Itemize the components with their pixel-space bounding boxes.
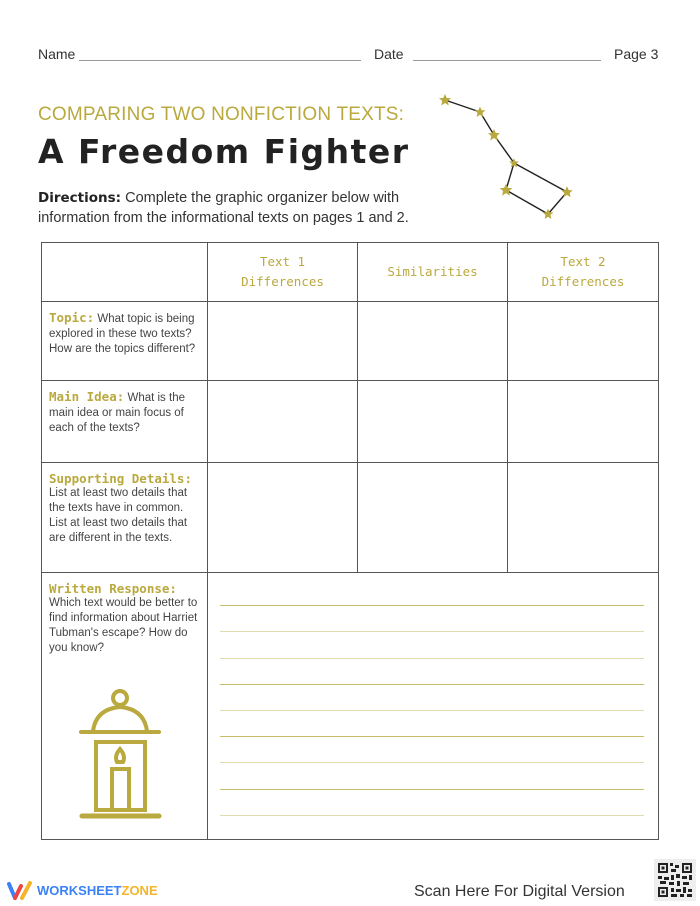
table-row-topic: [42, 302, 659, 381]
corner-cell: [42, 243, 208, 302]
answer-cell[interactable]: [358, 463, 508, 573]
writing-line[interactable]: [220, 815, 644, 816]
answer-cell[interactable]: [208, 463, 358, 573]
writing-line[interactable]: [220, 710, 644, 711]
table-row-main-idea: [42, 381, 659, 463]
writing-line[interactable]: [220, 631, 644, 632]
scan-text: Scan Here For Digital Version: [414, 883, 625, 900]
answer-cell[interactable]: [508, 381, 659, 463]
directions: [38, 188, 468, 228]
qr-code-icon[interactable]: [654, 859, 696, 901]
directions-text: Complete the graphic organizer below with information from the informational texts on pages 1 and 2.: [38, 190, 409, 226]
writing-line[interactable]: [220, 658, 644, 659]
answer-cell[interactable]: [358, 381, 508, 463]
page-number: Page 3: [614, 46, 659, 62]
worksheetzone-logo-icon: [6, 880, 36, 902]
row-label-main-idea: Main Idea: What is the main idea or main focus of each of the texts?: [42, 381, 208, 463]
date-field[interactable]: [413, 60, 601, 61]
writing-line[interactable]: [220, 762, 644, 763]
answer-cell[interactable]: [358, 302, 508, 381]
worksheetzone-logo[interactable]: WORKSHEETZONE: [37, 883, 158, 898]
answer-cell[interactable]: [508, 463, 659, 573]
writing-line[interactable]: [220, 684, 644, 685]
row-label-topic: Topic: What topic is being explored in these two texts? How are the topics different?: [42, 302, 208, 381]
written-response-area[interactable]: [208, 573, 659, 840]
name-field[interactable]: [79, 60, 361, 61]
writing-line[interactable]: [220, 736, 644, 737]
subtitle: COMPARING TWO NONFICTION TEXTS:: [38, 104, 405, 125]
lantern-icon: [70, 685, 170, 825]
name-label: Name: [38, 46, 76, 62]
date-label: Date: [374, 46, 404, 62]
column-header-text2: Text 2 Differences: [508, 243, 659, 302]
answer-cell[interactable]: [208, 302, 358, 381]
answer-cell[interactable]: [508, 302, 659, 381]
writing-line[interactable]: [220, 605, 644, 606]
column-header-text1: Text 1 Differences: [208, 243, 358, 302]
page-title: A Freedom Fighter: [38, 132, 410, 171]
directions-label: Directions:: [38, 190, 122, 206]
answer-cell[interactable]: [208, 381, 358, 463]
column-header-similarities: Similarities: [358, 243, 508, 302]
table-row-supporting-details: [42, 463, 659, 573]
row-label-supporting-details: Supporting Details: List at least two details that the texts have in common. List at least two details that are different in the texts.: [42, 463, 208, 573]
writing-line[interactable]: [220, 789, 644, 790]
row-label-written-response: Written Response: Which text would be better to find information about Harriet Tubman's escape? How do you know?: [42, 573, 208, 840]
header-row: [42, 243, 659, 302]
